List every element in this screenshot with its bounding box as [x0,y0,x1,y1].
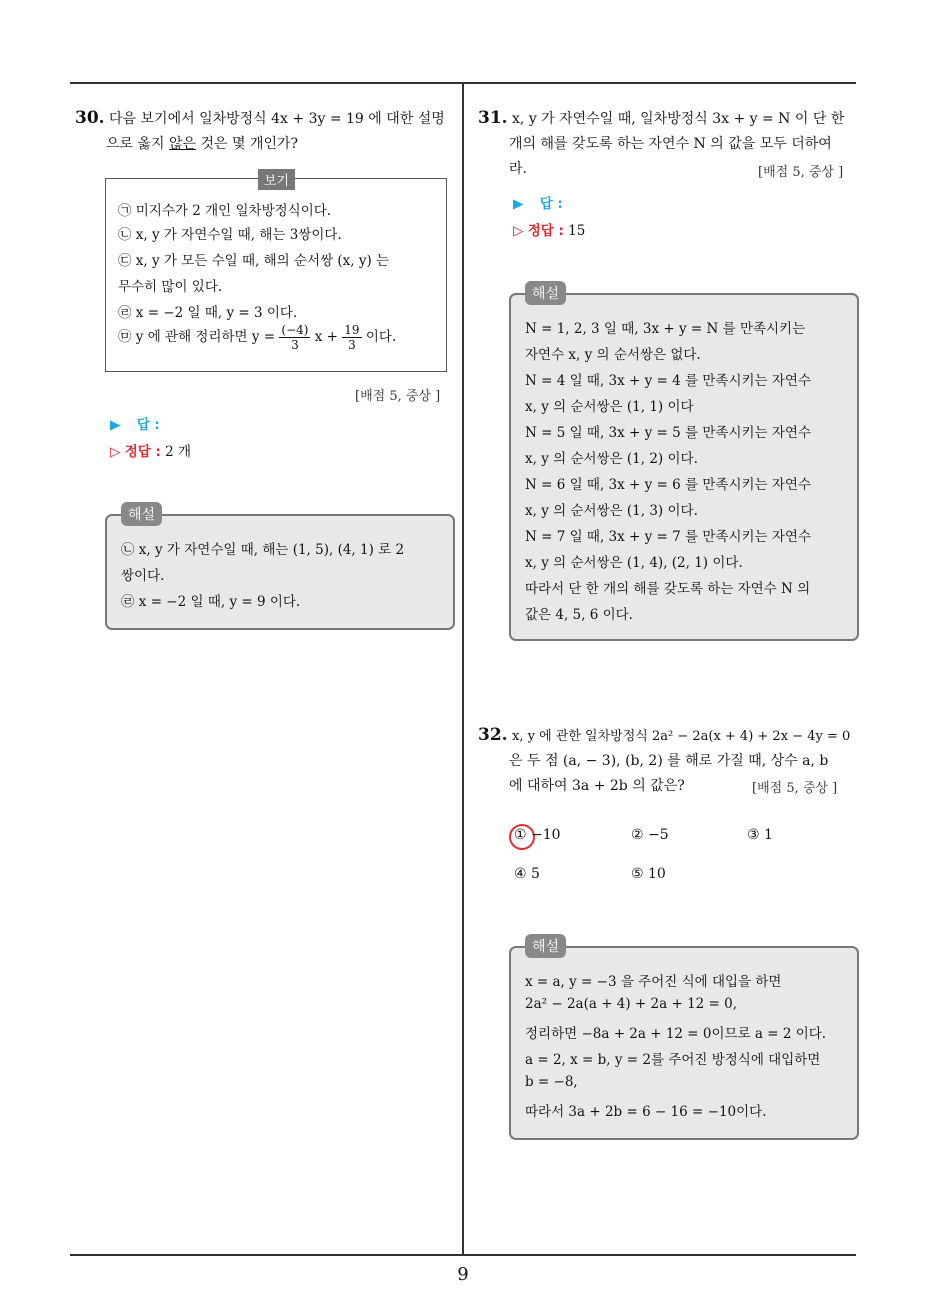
example-item: ㉢ x, y 가 모든 수일 때, 해의 순서쌍 (x, y) 는 [118,253,390,269]
answer-label: 답 : [539,196,563,212]
example-item-5 [118,323,396,352]
underlined-word: 않은 [169,136,197,152]
solution-tag: 해설 [121,502,162,526]
question-line: 라. [509,161,527,177]
example-item: ㉣ x = −2 일 때, y = 3 이다. [118,305,298,321]
solution-line: ㉡ x, y 가 자연수일 때, 해는 (1, 5), (4, 1) 로 2 [121,542,405,558]
question-line: 에 대하여 3a + 2b 의 값은? [509,778,685,794]
fraction [279,323,310,352]
correct-value: 2 개 [165,444,192,460]
question-30 [75,106,457,157]
solution-line: 쌍이다. [121,568,165,584]
column-divider [462,83,464,1255]
solution-line: 값은 4, 5, 6 이다. [525,607,633,623]
question-line-part: 것은 몇 개인가? [196,136,299,152]
play-icon: ▶ [110,417,121,433]
solution-line: 2a² − 2a(a + 4) + 2a + 12 = 0, [525,996,738,1012]
outline-triangle-icon: ▷ [110,444,121,460]
solution-line: x = a, y = −3 을 주어진 식에 대입을 하면 [525,974,782,990]
question-line-2 [75,136,298,152]
question-number: 32. [478,725,508,745]
example-item-text: ㉤ y 에 관해 정리하면 y = [118,329,276,345]
example-item: ㉡ x, y 가 자연수일 때, 해는 3쌍이다. [118,227,342,243]
example-item: ㉠ 미지수가 2 개인 일차방정식이다. [118,203,332,219]
question-line: 다음 보기에서 일차방정식 4x + 3y = 19 에 대한 설명 [109,111,445,127]
answer-row [513,192,563,212]
correct-answer-row [513,219,585,239]
solution-line: N = 5 일 때, 3x + y = 5 를 만족시키는 자연수 [525,425,811,441]
example-item: 무수히 많이 있다. [118,279,223,295]
score-meta: [배점 5, 중상 ] [758,165,844,180]
play-icon: ▶ [513,196,524,212]
page-number: 9 [457,1264,469,1285]
correct-value: 15 [568,223,586,239]
solution-box [105,507,455,630]
question-line: x, y 가 자연수일 때, 일차방정식 3x + y = N 이 단 한 [512,111,845,127]
answer-row [110,413,160,433]
score-meta: [배점 5, 중상 ] [355,389,441,404]
question-line: 개의 해를 갖도록 하는 자연수 N 의 값을 모두 더하여 [509,136,832,152]
solution-line: N = 1, 2, 3 일 때, 3x + y = N 를 만족시키는 [525,321,806,337]
fraction-numerator: (−4) [281,323,309,337]
question-number: 31. [478,108,508,128]
choice-5[interactable]: ⑤ 10 [631,866,666,882]
choice-2[interactable]: ② −5 [631,827,669,843]
example-box [105,174,447,372]
solution-line: a = 2, x = b, y = 2를 주어진 방정식에 대입하면 [525,1052,821,1068]
question-number: 30. [75,108,105,128]
fraction-denominator: 3 [291,338,299,352]
solution-line: N = 6 일 때, 3x + y = 6 를 만족시키는 자연수 [525,477,811,493]
outline-triangle-icon: ▷ [513,223,524,239]
solution-line: x, y 의 순서쌍은 (1, 2) 이다. [525,451,698,467]
score-meta: [배점 5, 중상 ] [752,781,838,796]
solution-box [509,939,859,1140]
choice-4[interactable]: ④ 5 [514,866,540,882]
solution-line: N = 7 일 때, 3x + y = 7 를 만족시키는 자연수 [525,529,811,545]
example-item-text: x + [314,329,338,345]
solution-tag: 해설 [525,281,566,305]
solution-line: 따라서 3a + 2b = 6 − 16 = −10이다. [525,1104,767,1120]
question-line: 은 두 점 (a, − 3), (b, 2) 를 해로 가질 때, 상수 a, b [509,753,829,769]
fraction [342,323,361,352]
solution-tag: 해설 [525,934,566,958]
choice-1[interactable]: ① −10 [514,827,561,843]
correct-label: 정답 : [124,444,161,460]
question-line: x, y 에 관한 일차방정식 2a² − 2a(x + 4) + 2x − 4y = 0 [512,729,851,744]
solution-line: x, y 의 순서쌍은 (1, 4), (2, 1) 이다. [525,555,743,571]
correct-answer-row [110,440,191,460]
solution-line: N = 4 일 때, 3x + y = 4 를 만족시키는 자연수 [525,373,811,389]
solution-line: b = −8, [525,1074,578,1090]
question-line-part: 으로 옳지 [106,136,169,152]
answer-label: 답 : [136,417,160,433]
solution-box [509,286,859,641]
choice-3[interactable]: ③ 1 [747,827,773,843]
solution-line: 따라서 단 한 개의 해를 갖도록 하는 자연수 N 의 [525,581,811,597]
fraction-denominator: 3 [348,338,356,352]
solution-line: ㉣ x = −2 일 때, y = 9 이다. [121,594,301,610]
correct-label: 정답 : [527,223,564,239]
solution-line: x, y 의 순서쌍은 (1, 1) 이다 [525,399,694,415]
example-item-text: 이다. [365,329,397,345]
fraction-numerator: 19 [344,323,360,337]
solution-line: 자연수 x, y 의 순서쌍은 없다. [525,347,701,363]
example-box-tag: 보기 [258,169,295,190]
question-30-text [75,106,457,157]
solution-line: 정리하면 −8a + 2a + 12 = 0이므로 a = 2 이다. [525,1026,827,1042]
solution-line: x, y 의 순서쌍은 (1, 3) 이다. [525,503,698,519]
